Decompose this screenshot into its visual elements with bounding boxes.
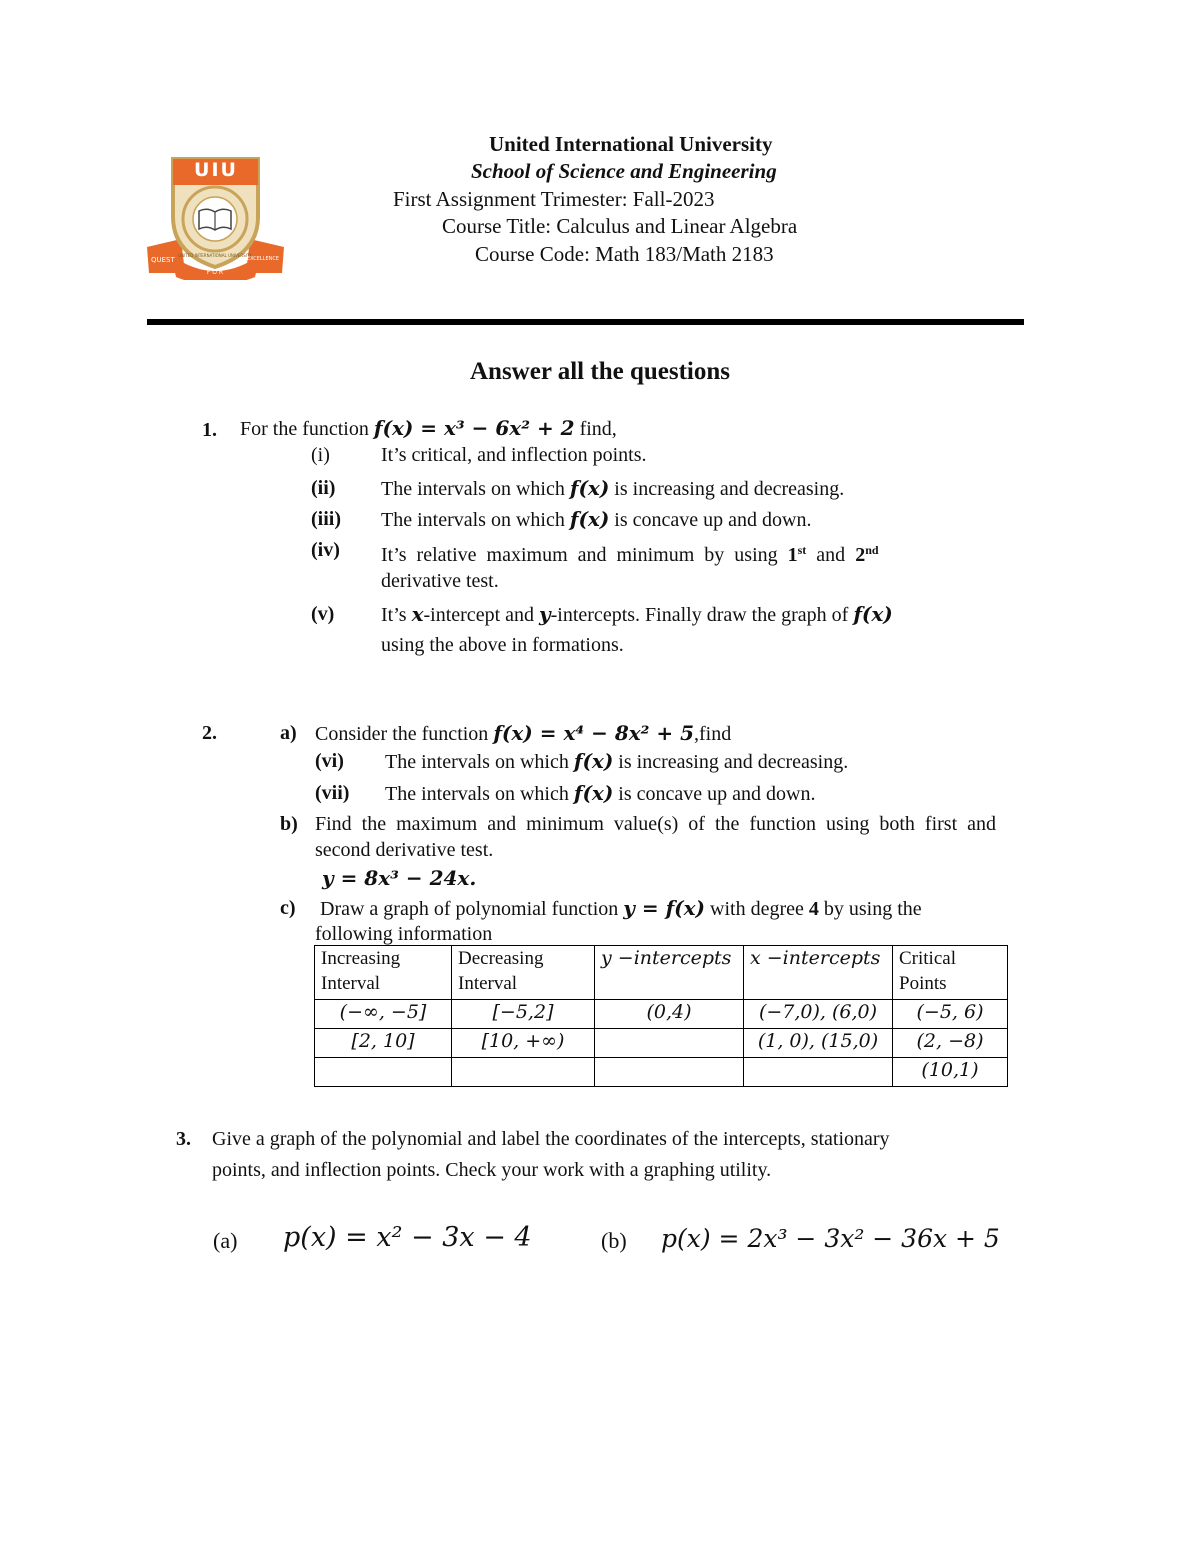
q2-item-pre: The intervals on which — [385, 751, 574, 773]
logo-ring-text: UNITED INTERNATIONAL UNIVERSITY — [178, 253, 252, 258]
table-cell — [595, 1029, 744, 1058]
q2a-label: a) — [280, 722, 297, 744]
table-cell: (0,4) — [595, 1000, 744, 1029]
table-cell: (1, 0), (15,0) — [744, 1029, 893, 1058]
course-code: Course Code: Math 183/Math 2183 — [475, 242, 774, 266]
q3b-label: (b) — [601, 1228, 627, 1253]
table-cell: [10, +∞) — [452, 1029, 595, 1058]
q2-item-pre: The intervals on which — [385, 783, 574, 805]
course-title: Course Title: Calculus and Linear Algebra — [442, 214, 798, 238]
q1-item-st: st — [797, 543, 807, 557]
logo-ribbon-right: EXCELLENCE — [247, 256, 279, 262]
q3-text-line1: Give a graph of the polynomial and label the coordinates of the intercepts, stationary — [212, 1128, 890, 1150]
q2c-degree: 4 — [808, 898, 819, 920]
uiu-logo — [143, 155, 288, 280]
q1-item-post: is increasing and decreasing. — [609, 478, 845, 500]
table-cell — [595, 1058, 744, 1087]
q1-intro-pre: For the function — [240, 418, 374, 440]
q1-item-label: (iii) — [311, 508, 341, 530]
q2b-label: b) — [280, 813, 298, 835]
table-cell: [−5,2] — [452, 1000, 595, 1029]
table-cell: (−5, 6) — [893, 1000, 1008, 1029]
q2b-function: y = 8x³ − 24x. — [322, 866, 477, 890]
q2c-mid: with degree — [705, 898, 809, 920]
header-divider — [147, 319, 1024, 325]
q1-item-first: 1 — [787, 544, 798, 566]
q1-item-mid2: -intercepts. Finally draw the graph of — [550, 604, 854, 626]
q1-item-text-line2: derivative test. — [381, 570, 499, 592]
q1-item-text — [381, 506, 811, 533]
table-header-row — [315, 946, 1008, 1000]
q2a-pre: Consider the function — [315, 723, 494, 745]
q1-item-fx: f(x) — [569, 476, 610, 500]
q1-number: 1. — [202, 419, 217, 441]
table-cell: (−∞, −5] — [315, 1000, 452, 1029]
q2-item-post: is concave up and down. — [613, 783, 816, 805]
q2a-text — [315, 720, 731, 747]
q1-item-fx: f(x) — [569, 507, 610, 531]
q1-item-post: is concave up and down. — [609, 509, 812, 531]
logo-uiu-text: UIU — [194, 159, 238, 181]
table-row — [315, 1029, 1008, 1058]
q1-item-label: (ii) — [311, 477, 336, 499]
q2c-pre: Draw a graph of polynomial function — [315, 898, 624, 920]
q1-item-text — [381, 475, 844, 502]
q1-item-label: (iv) — [311, 539, 340, 561]
q1-item-fx: f(x) — [853, 602, 893, 626]
table-cell: (10,1) — [893, 1058, 1008, 1087]
instruction-heading: Answer all the questions — [470, 358, 730, 385]
q2b-text-line2: second derivative test. — [315, 839, 494, 861]
q2c-text — [315, 895, 922, 922]
q2-item-fx: f(x) — [573, 781, 614, 805]
q1-item-text — [381, 601, 893, 628]
q2-item-label: (vi) — [315, 750, 344, 772]
q1-item-text-line2: using the above in formations. — [381, 634, 624, 656]
table-cell — [452, 1058, 595, 1087]
q1-item-pre: It’s relative maximum and minimum by using — [381, 544, 788, 566]
q2c-function: y = f(x) — [623, 896, 706, 920]
table-header-cell: x −intercepts — [744, 946, 893, 1000]
q1-item-text — [381, 537, 879, 568]
assignment-title: First Assignment Trimester: Fall-2023 — [393, 187, 715, 211]
q1-item-x: x — [411, 602, 424, 626]
q2-item-post: is increasing and decreasing. — [613, 751, 849, 773]
q1-item-pre: The intervals on which — [381, 509, 570, 531]
q2-item-text — [385, 748, 848, 775]
university-name: United International University — [489, 132, 773, 156]
q1-item-text: It’s critical, and inflection points. — [381, 444, 647, 466]
table-cell — [315, 1058, 452, 1087]
table-row — [315, 1058, 1008, 1087]
table-header-cell: Decreasing Interval — [452, 946, 595, 1000]
logo-ribbon-mid: F O R — [206, 269, 224, 276]
table-header-cell: Critical Points — [893, 946, 1008, 1000]
table-header-cell: Increasing Interval — [315, 946, 452, 1000]
q2c-post: by using the — [818, 898, 922, 920]
q1-intro-post: find, — [574, 418, 617, 440]
q2c-text-line2: following information — [315, 923, 493, 945]
q3-number: 3. — [176, 1128, 191, 1150]
q1-item-mid1: -intercept and — [423, 604, 539, 626]
q2-item-text — [385, 780, 815, 807]
q2-item-label: (vii) — [315, 782, 350, 804]
q1-function: f(x) = x³ − 6x² + 2 — [373, 416, 575, 440]
table-row — [315, 1000, 1008, 1029]
q1-item-second: 2 — [855, 544, 866, 566]
q1-intro — [240, 415, 617, 442]
q1-item-pre: The intervals on which — [381, 478, 570, 500]
table-header-cell: y −intercepts — [595, 946, 744, 1000]
q1-item-pre: It’s — [381, 604, 412, 626]
school-name: School of Science and Engineering — [471, 159, 777, 183]
table-cell: [2, 10] — [315, 1029, 452, 1058]
q1-item-y: y — [539, 602, 551, 626]
q3a-expression: p(x) = x² − 3x − 4 — [283, 1222, 532, 1253]
logo-ribbon-left: QUEST — [151, 256, 175, 264]
q3a-label: (a) — [213, 1228, 238, 1253]
table-cell — [744, 1058, 893, 1087]
q2-number: 2. — [202, 722, 217, 744]
q2c-label: c) — [280, 897, 296, 919]
info-table — [314, 945, 1008, 1087]
q3-text-line2: points, and inflection points. Check your work with a graphing utility. — [212, 1159, 772, 1181]
q1-item-label: (v) — [311, 603, 335, 625]
q1-item-nd: nd — [865, 543, 879, 557]
q2a-function: f(x) = x⁴ − 8x² + 5 — [493, 721, 695, 745]
q1-item-and: and — [806, 544, 856, 566]
q2a-post: ,find — [694, 723, 732, 745]
q2-item-fx: f(x) — [573, 749, 614, 773]
q3b-expression: p(x) = 2x³ − 3x² − 36x + 5 — [661, 1224, 1000, 1253]
q2b-text-line1: Find the maximum and minimum value(s) of the function using both first and — [315, 813, 997, 835]
table-cell: (2, −8) — [893, 1029, 1008, 1058]
table-cell: (−7,0), (6,0) — [744, 1000, 893, 1029]
q1-item-label: (i) — [311, 444, 330, 466]
